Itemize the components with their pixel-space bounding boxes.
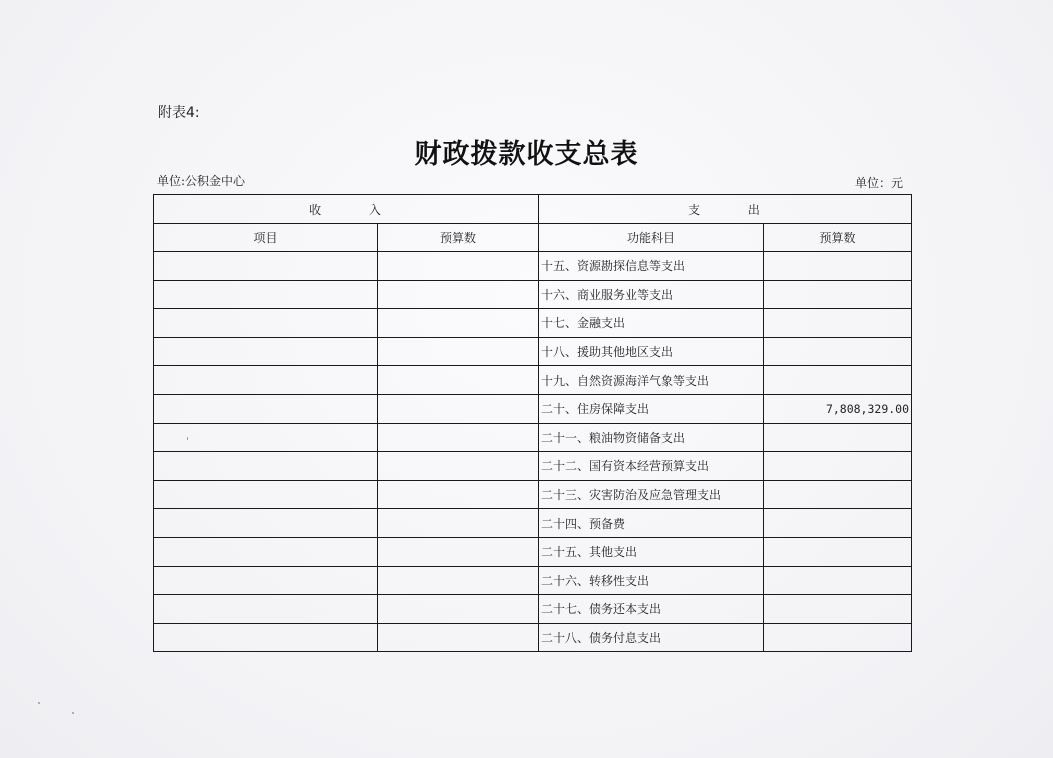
function-item-cell: 十七、金融支出 — [539, 309, 764, 338]
scan-speck — [72, 712, 74, 714]
table-row — [154, 337, 912, 366]
scan-speck — [187, 437, 188, 440]
income-item-cell — [154, 309, 378, 338]
expense-budget-cell — [764, 309, 912, 338]
income-item-cell — [154, 252, 378, 281]
table-row — [154, 423, 912, 452]
expense-budget-cell — [764, 595, 912, 624]
expense-budget-cell — [764, 623, 912, 652]
budget-summary-table — [153, 194, 912, 652]
function-item-cell: 二十二、国有资本经营预算支出 — [539, 452, 764, 481]
income-item-cell — [154, 366, 378, 395]
table-row — [154, 452, 912, 481]
expense-budget-cell — [764, 566, 912, 595]
income-item-cell — [154, 595, 378, 624]
income-item-cell — [154, 623, 378, 652]
income-item-cell — [154, 394, 378, 423]
expense-budget-cell: 7,808,329.00 — [764, 394, 912, 423]
income-budget-cell — [378, 280, 539, 309]
income-item-cell — [154, 280, 378, 309]
unit-currency: 单位：元 — [855, 176, 904, 190]
table-row — [154, 509, 912, 538]
scan-speck — [38, 702, 40, 704]
income-budget-cell — [378, 423, 539, 452]
income-item-cell — [154, 509, 378, 538]
income-budget-cell — [378, 566, 539, 595]
table-row — [154, 623, 912, 652]
column-header-income-budget: 预算数 — [378, 224, 539, 252]
table-row — [154, 537, 912, 566]
income-item-cell — [154, 480, 378, 509]
expense-budget-cell — [764, 452, 912, 481]
expense-budget-cell — [764, 480, 912, 509]
table-row — [154, 480, 912, 509]
unit-organization: 单位:公积金中心 — [157, 174, 246, 188]
column-header-item: 项目 — [154, 224, 378, 252]
income-budget-cell — [378, 509, 539, 538]
income-budget-cell — [378, 366, 539, 395]
function-item-cell: 二十五、其他支出 — [539, 537, 764, 566]
function-item-cell: 二十七、债务还本支出 — [539, 595, 764, 624]
table-row — [154, 394, 912, 423]
expense-budget-cell — [764, 509, 912, 538]
income-budget-cell — [378, 623, 539, 652]
expense-budget-cell — [764, 280, 912, 309]
income-item-cell — [154, 452, 378, 481]
table-row — [154, 252, 912, 281]
table-row — [154, 309, 912, 338]
expense-budget-cell — [764, 252, 912, 281]
expense-budget-cell — [764, 423, 912, 452]
column-header-expense-budget: 预算数 — [764, 224, 912, 252]
function-item-cell: 二十八、债务付息支出 — [539, 623, 764, 652]
income-budget-cell — [378, 309, 539, 338]
income-budget-cell — [378, 394, 539, 423]
income-budget-cell — [378, 537, 539, 566]
function-item-cell: 十九、自然资源海洋气象等支出 — [539, 366, 764, 395]
column-header-function: 功能科目 — [539, 224, 764, 252]
income-budget-cell — [378, 480, 539, 509]
attachment-label: 附表4: — [158, 105, 200, 121]
expense-budget-cell — [764, 337, 912, 366]
income-item-cell — [154, 566, 378, 595]
income-budget-cell — [378, 252, 539, 281]
page-title: 财政拨款收支总表 — [414, 139, 639, 170]
income-budget-cell — [378, 595, 539, 624]
table-row — [154, 566, 912, 595]
function-item-cell: 十五、资源勘探信息等支出 — [539, 252, 764, 281]
function-item-cell: 二十、住房保障支出 — [539, 394, 764, 423]
function-item-cell: 十八、援助其他地区支出 — [539, 337, 764, 366]
function-item-cell: 二十六、转移性支出 — [539, 566, 764, 595]
function-item-cell: 二十四、预备费 — [539, 509, 764, 538]
income-budget-cell — [378, 337, 539, 366]
income-header: 收 入 — [154, 195, 539, 224]
income-item-cell — [154, 537, 378, 566]
income-item-cell — [154, 337, 378, 366]
income-budget-cell — [378, 452, 539, 481]
function-item-cell: 二十一、粮油物资储备支出 — [539, 423, 764, 452]
section-header-row — [154, 195, 912, 224]
function-item-cell: 十六、商业服务业等支出 — [539, 280, 764, 309]
function-item-cell: 二十三、灾害防治及应急管理支出 — [539, 480, 764, 509]
table-row — [154, 366, 912, 395]
table-row — [154, 280, 912, 309]
column-header-row — [154, 224, 912, 252]
expense-budget-cell — [764, 537, 912, 566]
expense-budget-cell — [764, 366, 912, 395]
table-row — [154, 595, 912, 624]
expense-header: 支 出 — [539, 195, 912, 224]
